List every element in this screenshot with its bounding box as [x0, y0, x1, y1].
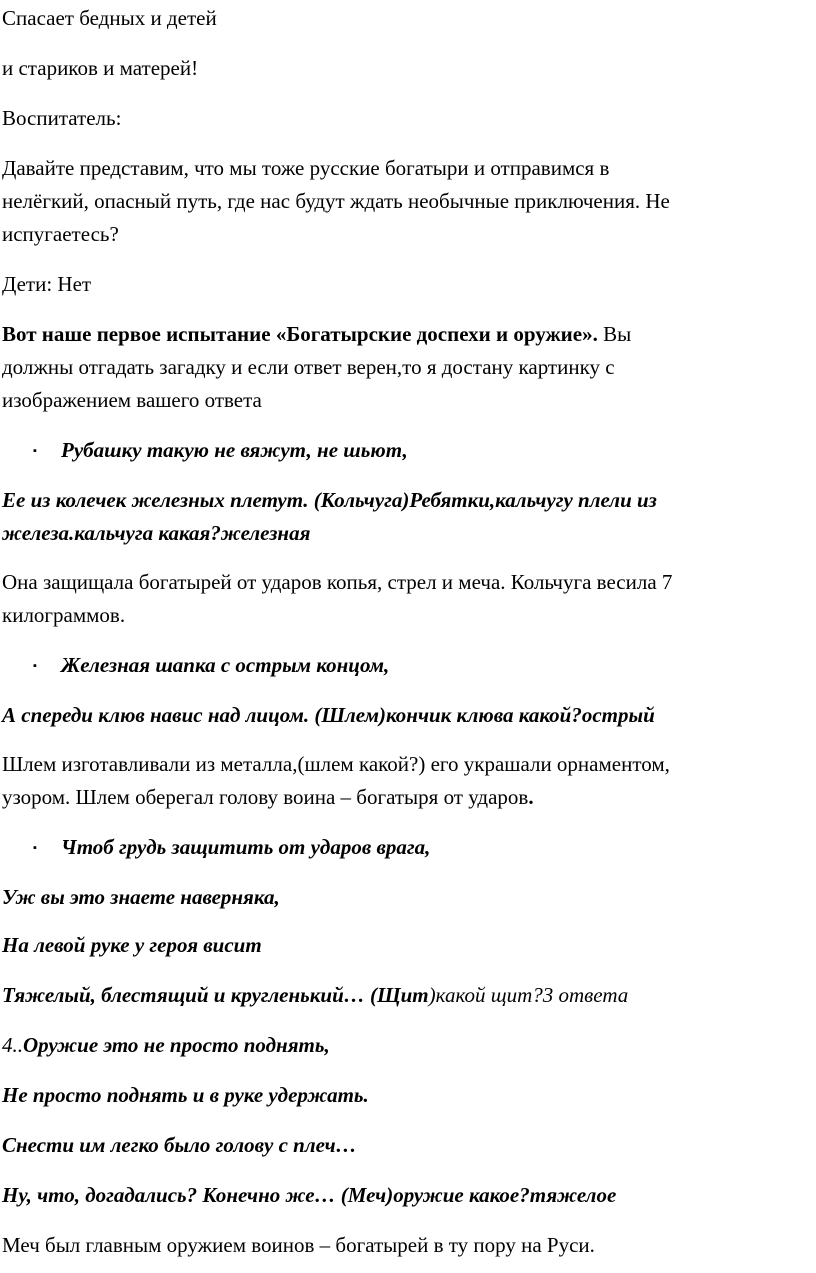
paragraph-line: испугаетесь? [2, 222, 119, 246]
riddle-line: Чтоб грудь защитить от ударов врага, [61, 835, 431, 859]
paragraph-line: Шлем изготавливали из металла,(шлем какой?) его украшали орнаментом, [2, 752, 670, 776]
bullet-icon: ▪ [33, 445, 37, 457]
first-test-rest: Вы [597, 322, 632, 346]
paragraph-line: Меч был главным оружием воинов – богатырей в ту пору на Руси. [2, 1233, 595, 1257]
riddle-line: Рубашку такую не вяжут, не шьют, [61, 438, 408, 462]
riddle-comment: )какой щит?3 ответа [428, 983, 629, 1007]
riddle-line: Не просто поднять и в руке удержать. [2, 1083, 369, 1107]
paragraph-line: Она защищала богатырей от ударов копья, стрел и меча. Кольчуга весила 7 [2, 570, 673, 594]
poem-line-2: и стариков и матерей! [2, 56, 199, 80]
paragraph-line: нелёгкий, опасный путь, где нас будут ждать необычные приключения. Не [2, 189, 670, 213]
paragraph-line: изображением вашего ответа [2, 388, 262, 412]
paragraph-line: килограммов. [2, 603, 126, 627]
paragraph-line: Давайте представим, что мы тоже русские богатыри и отправимся в [2, 156, 610, 180]
riddle-text: Оружие это не просто поднять, [23, 1033, 330, 1057]
speaker-label: Воспитатель: [2, 106, 122, 130]
riddle-line: Железная шапка с острым концом, [61, 653, 390, 677]
riddle-line: А спереди клюв навис над лицом. (Шлем)кончик клюва какой?острый [2, 703, 655, 727]
first-test-heading [2, 318, 631, 351]
children-answer: Дети: Нет [2, 272, 92, 296]
paragraph-end: . [528, 785, 534, 809]
bullet-icon: ▪ [33, 660, 37, 672]
paragraph-line [2, 781, 534, 814]
riddle-number: 4.. [2, 1033, 23, 1057]
riddle-line [2, 979, 628, 1012]
first-test-title: Вот наше первое испытание «Богатырские доспехи и оружие». [2, 322, 598, 346]
riddle-line: железа.кальчуга какая?железная [2, 521, 311, 545]
riddle-line: Ну, что, догадались? Конечно же… (Меч)оружие какое?тяжелое [2, 1183, 617, 1207]
riddle-line: Снести им легко было голову с плеч… [2, 1133, 357, 1157]
riddle-line: На левой руке у героя висит [2, 933, 262, 957]
paragraph-line: должны отгадать загадку и если ответ верен,то я достану картинку с [2, 355, 615, 379]
paragraph-text: узором. Шлем оберегал голову воина – богатыря от ударов [2, 785, 529, 809]
bullet-icon: ▪ [33, 842, 37, 854]
riddle-line [2, 1029, 330, 1062]
poem-line-1: Спасает бедных и детей [2, 6, 217, 30]
riddle-text: Тяжелый, блестящий и кругленький… (Щит [2, 983, 429, 1007]
riddle-line: Уж вы это знаете наверняка, [2, 885, 280, 909]
riddle-line: Ее из колечек железных плетут. (Кольчуга)Ребятки,кальчугу плели из [2, 488, 657, 512]
